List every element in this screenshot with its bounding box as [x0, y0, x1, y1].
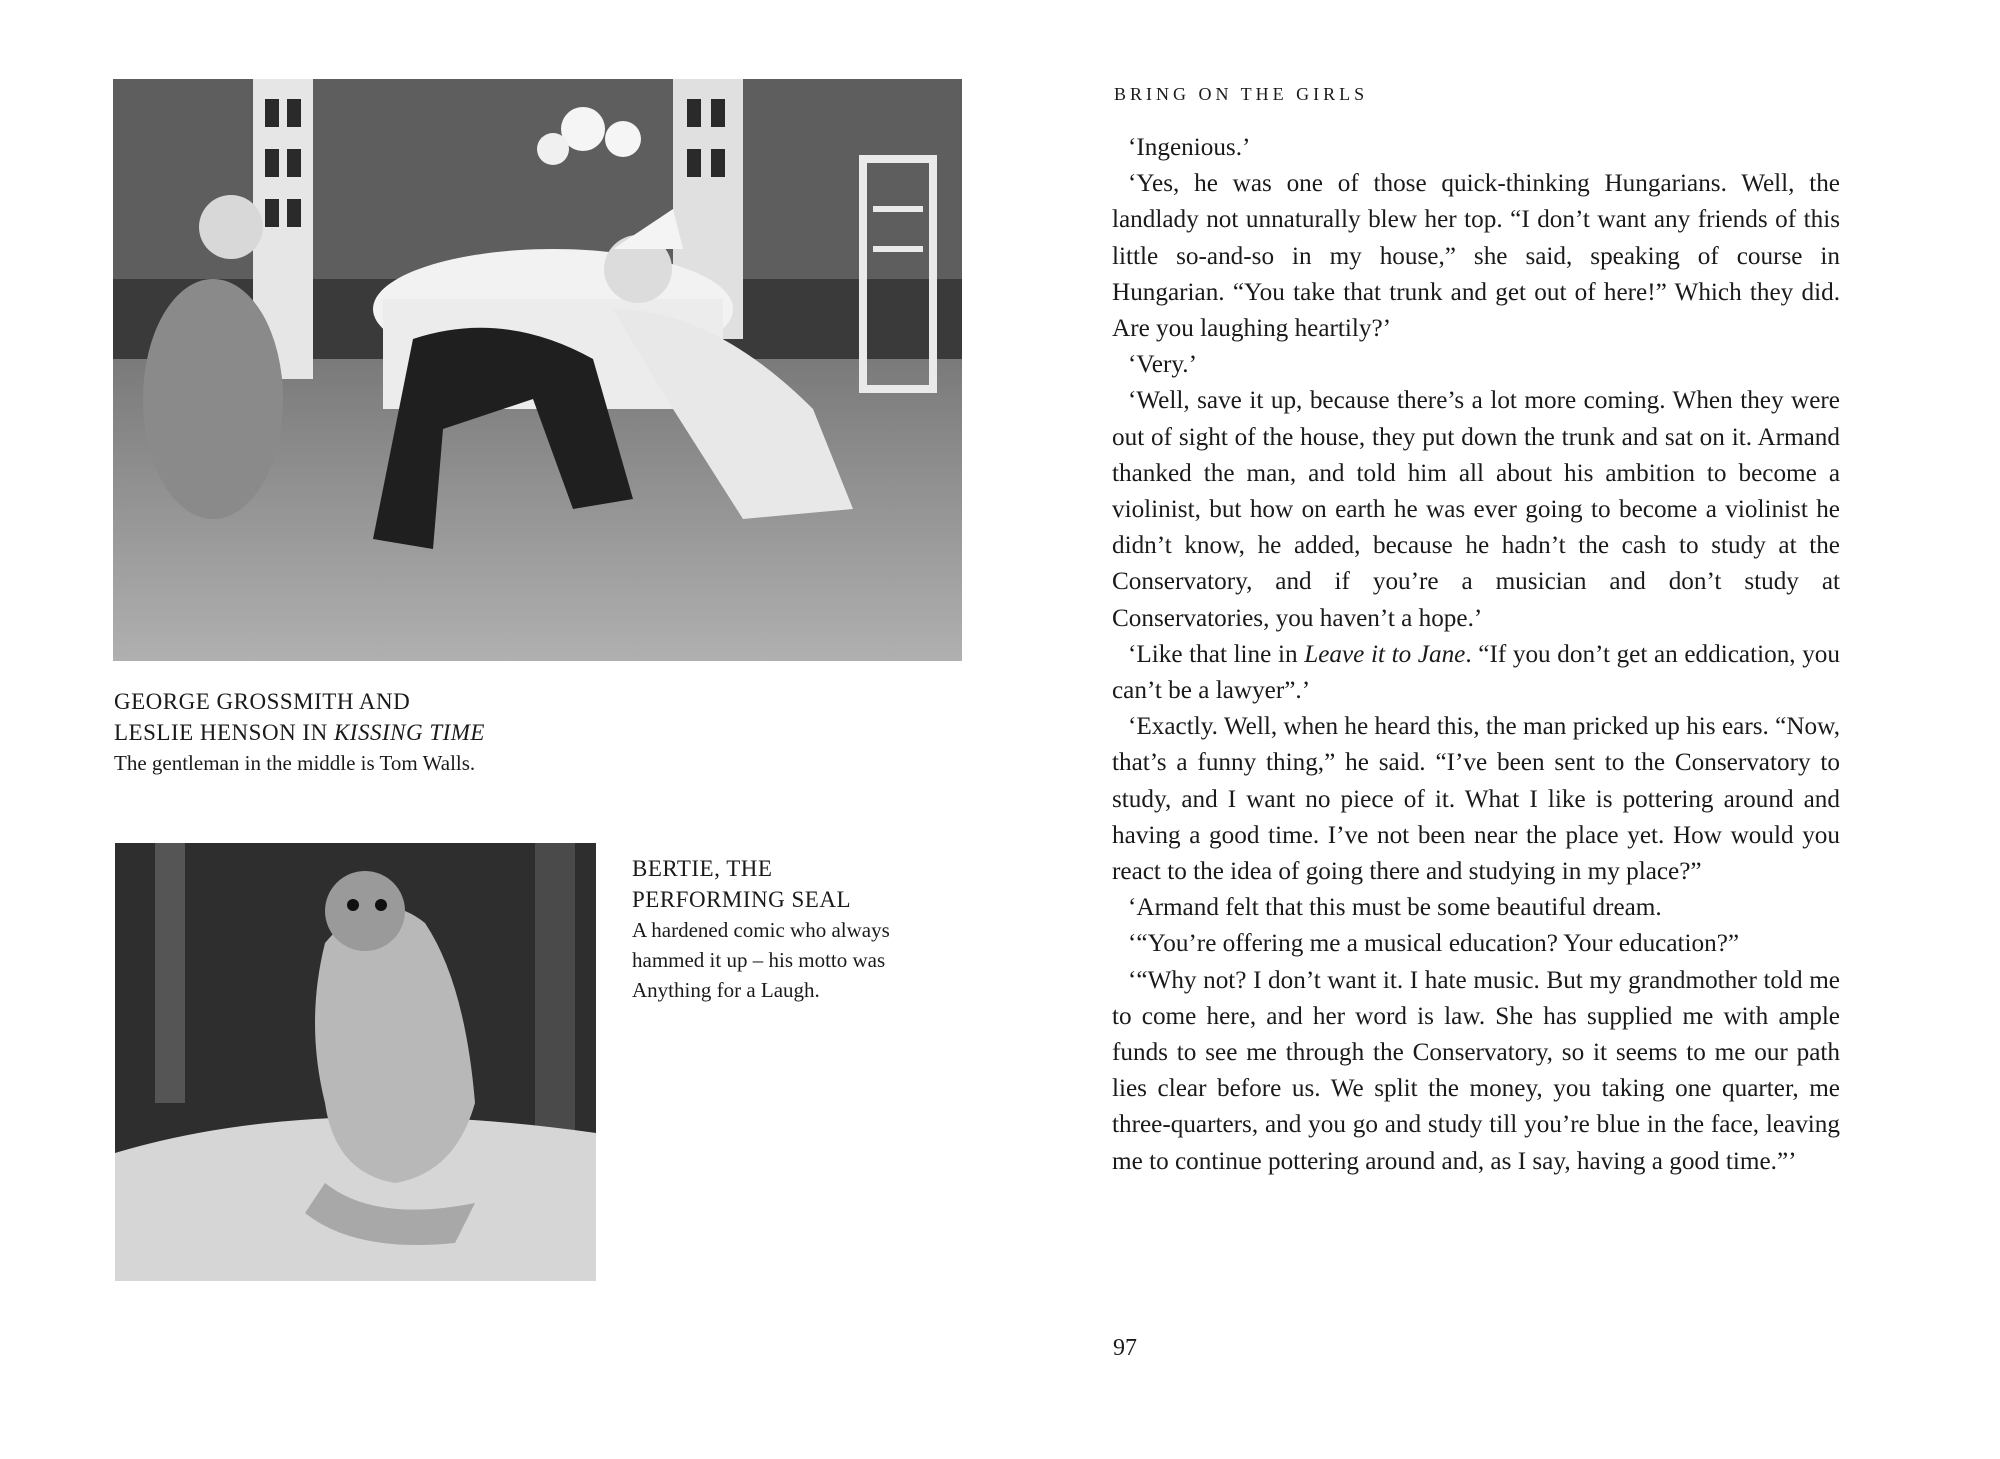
stage-photo-kissing-time [113, 79, 962, 661]
paragraph: ‘Yes, he was one of those quick-thinking Hungarians. Well, the landlady not unnaturally blew her top. “I don’t want any friends of this little so-and-so in my house,” she said, speaking of course in Hungarian. “You take that trunk and get out of here!” Which they did. Are you laughing heartily?’ [1112, 170, 1840, 343]
photo1-caption-line2 [114, 717, 934, 748]
paragraph-prefix: ‘Like that line in [1128, 640, 1305, 668]
photo2-caption-body-line2: hammed it up – his motto was [632, 948, 886, 972]
photo2-caption [632, 853, 952, 1005]
photo1-caption-show-title: KISSING TIME [333, 720, 485, 745]
paragraph-leave-it-to-jane [1112, 637, 1840, 709]
photo1-caption-line1: GEORGE GROSSMITH AND [114, 689, 411, 714]
show-title-leave-it-to-jane: Leave it to Jane [1304, 640, 1466, 668]
paragraph-suffix: . “If you don’t get an eddication, you can’t be a lawyer”.’ [1112, 640, 1840, 705]
photo1-caption [114, 686, 934, 778]
photo2-caption-body-line1: A hardened comic who always [632, 918, 890, 942]
paragraph: ‘Well, save it up, because there’s a lot more coming. When they were out of sight of the house, they put down the trunk and sat on it. Armand thanked the man, and told him all about his ambition to become a violinist, but how on earth he was ever going to become a violinist he didn’t know, he added, because he hadn’t the cash to study at the Conservatory, and if you’re a musician and don’t study at Conservatories, you haven’t a hope.’ [1112, 387, 1840, 632]
running-head: BRING ON THE GIRLS [1114, 84, 1369, 104]
photo1-caption-body: The gentleman in the middle is Tom Walls. [114, 751, 476, 775]
seal-photo [115, 843, 596, 1281]
photo1-caption-line2-prefix: LESLIE HENSON IN [114, 720, 334, 745]
paragraph: ‘Exactly. Well, when he heard this, the man pricked up his ears. “Now, that’s a funny thing,” he said. “I’ve been sent to the Conservatory to study, and I want no piece of it. What I like is pottering around and having a good time. I’ve not been near the place yet. How would you react to the idea of going there and studying in my place?” [1112, 713, 1840, 886]
paragraph: ‘Very.’ [1128, 351, 1197, 379]
paragraph: ‘“Why not? I don’t want it. I hate music. But my grandmother told me to come here, and her word is law. She has supplied me with ample funds to see me through the Conservatory, so it seems to me our path lies clear before us. We split the money, you taking one quarter, me three-quarters, and you go and study till you’re blue in the face, leaving me to continue pottering around and, as I say, having a good time.”’ [1112, 966, 1840, 1175]
seal-photo-drawing [115, 843, 596, 1281]
body-text [1112, 130, 1840, 1180]
photo2-caption-line2: PERFORMING SEAL [632, 887, 852, 912]
photo2-caption-body-line3: Anything for a Laugh. [632, 978, 820, 1002]
paragraph: ‘“You’re offering me a musical education? Your education?” [1128, 930, 1740, 958]
stage-photo-drawing [113, 79, 962, 661]
photo2-caption-line1: BERTIE, THE [632, 856, 773, 881]
page-number: 97 [1113, 1335, 1137, 1361]
paragraph: ‘Armand felt that this must be some beautiful dream. [1128, 894, 1662, 922]
paragraph: ‘Ingenious.’ [1128, 134, 1251, 161]
